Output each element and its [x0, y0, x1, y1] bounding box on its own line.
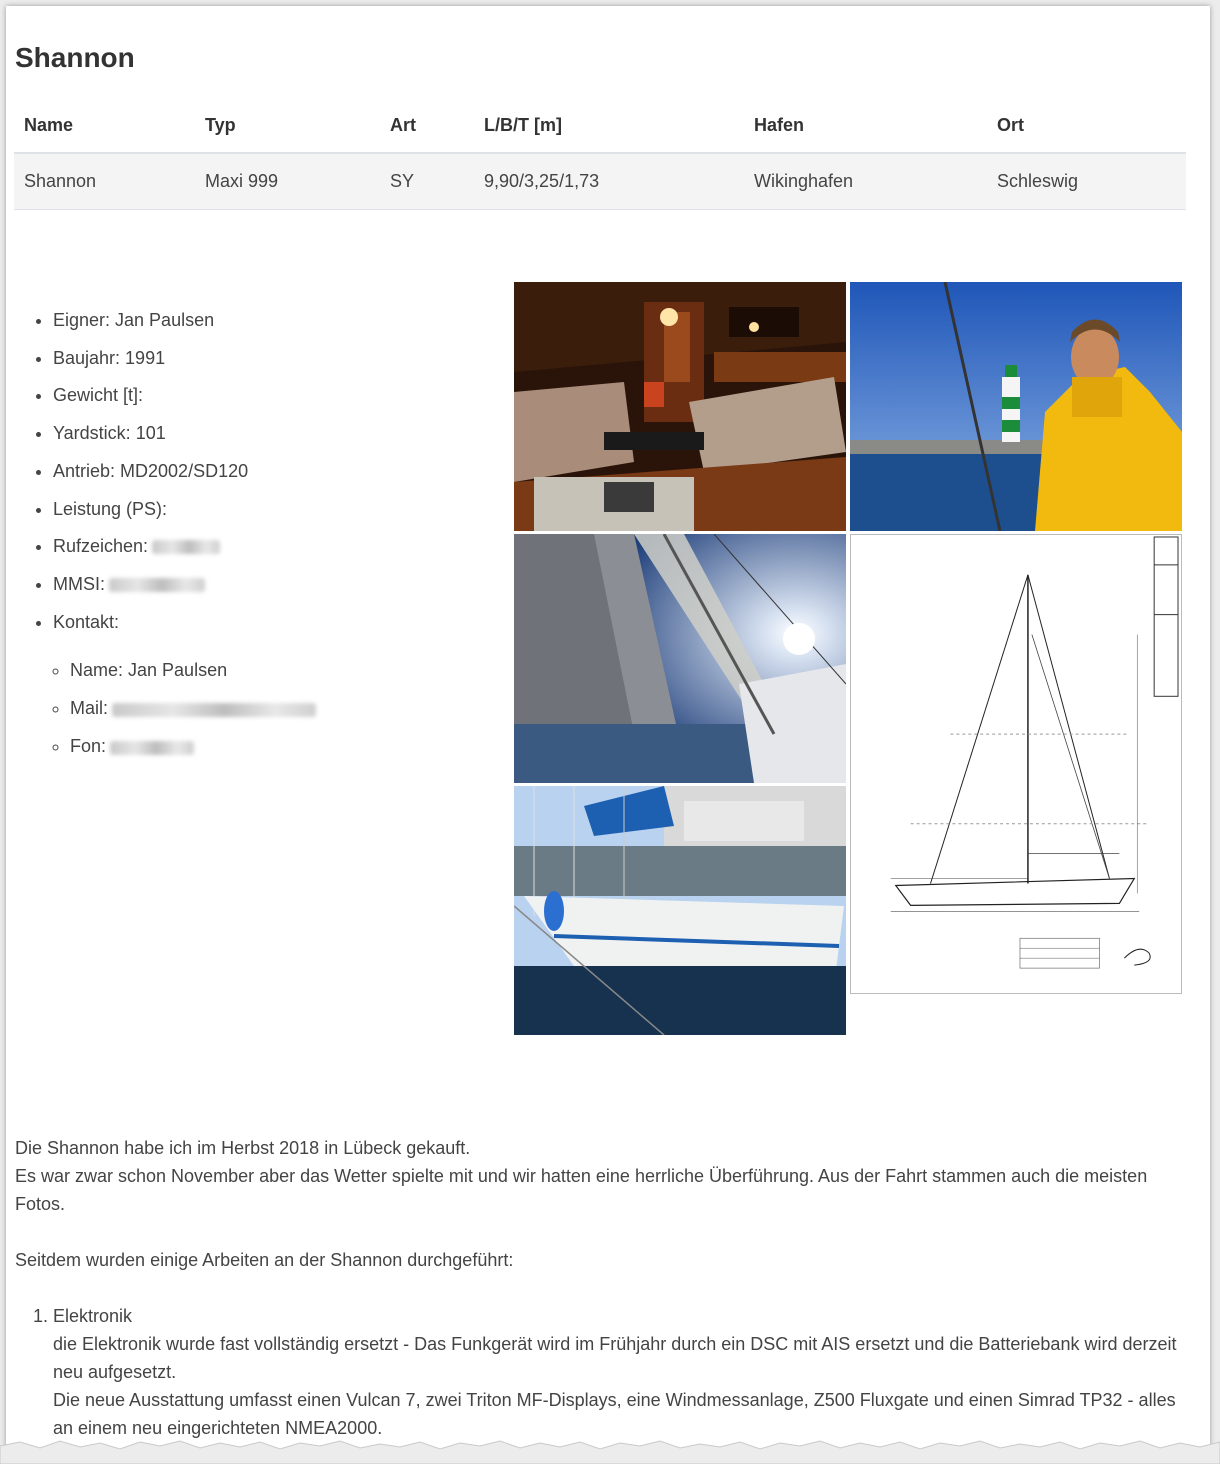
contact-label: Kontakt:: [53, 611, 120, 632]
story-section: [15, 1134, 1195, 1442]
fact-drive: • Antrieb: MD2002/SD120: [53, 453, 316, 491]
works-item-text1: die Elektronik wurde fast vollständig ersetzt - Das Funkgerät wird im Frühjahr durch ein DSC mit AIS ersetzt und die Batteriebank wird derzeit neu aufgesetzt.: [53, 1334, 1177, 1382]
works-item-text2: Die neue Ausstattung umfasst einen Vulcan 7, zwei Triton MF-Displays, eine Windmessanlage, Z500 Fluxgate und einen Simrad TP32 - alles an einem neu eingerichteten NMEA2000.: [53, 1390, 1176, 1438]
table-row: [14, 153, 1186, 210]
page-sheet: [6, 6, 1210, 1456]
cell-kind: SY: [380, 153, 474, 210]
cell-name: Shannon: [14, 153, 195, 210]
fact-year: • Baujahr: 1991: [53, 340, 316, 378]
boat-table: [14, 98, 1186, 210]
photo-boat-harbor[interactable]: [514, 786, 846, 1035]
fact-weight: • Gewicht [t]:: [53, 377, 316, 415]
list-item: [53, 1302, 1195, 1442]
fact-callsign: [53, 528, 316, 566]
callsign-label: Rufzeichen:: [53, 536, 149, 557]
phone-label: Fon:: [70, 736, 107, 757]
fact-mmsi: [53, 566, 316, 604]
column-header-kind: Art: [380, 98, 474, 153]
story-intro-line1: Die Shannon habe ich im Herbst 2018 in Lübeck gekauft.: [15, 1138, 471, 1158]
column-header-location: Ort: [987, 98, 1186, 153]
cell-location: Schleswig: [987, 153, 1186, 210]
cell-type: Maxi 999: [195, 153, 380, 210]
redacted-mmsi: [109, 578, 205, 592]
contact-phone: [70, 727, 316, 765]
column-header-name: Name: [14, 98, 195, 153]
photo-sailing-sun[interactable]: [514, 534, 846, 783]
table-header-row: [14, 98, 1186, 153]
column-header-dimensions: L/B/T [m]: [474, 98, 744, 153]
cell-dimensions: 9,90/3,25/1,73: [474, 153, 744, 210]
works-list: [15, 1302, 1195, 1442]
photo-sail-plan-drawing[interactable]: [850, 534, 1182, 994]
column-header-harbor: Hafen: [744, 98, 987, 153]
redacted-mail: [112, 703, 316, 717]
story-intro-line2: Es war zwar schon November aber das Wetter spielte mit und wir hatten eine herrliche Überführung. Aus der Fahrt stammen auch die meisten Fotos.: [15, 1166, 1148, 1214]
redacted-callsign: [152, 540, 220, 554]
mmsi-label: MMSI:: [53, 573, 105, 594]
boat-facts-list: [32, 302, 316, 765]
works-item-title: Elektronik: [53, 1306, 133, 1326]
fact-yardstick: • Yardstick: 101: [53, 415, 316, 453]
cell-harbor: Wikinghafen: [744, 153, 987, 210]
redacted-phone: [110, 741, 194, 755]
column-header-type: Typ: [195, 98, 380, 153]
photo-cabin-interior[interactable]: [514, 282, 846, 531]
story-works-intro: Seitdem wurden einige Arbeiten an der Shannon durchgeführt:: [15, 1250, 514, 1270]
fact-contact: [53, 604, 316, 766]
photo-sailor-lighthouse[interactable]: [850, 282, 1182, 531]
contact-name: ◦ Name: Jan Paulsen: [70, 651, 316, 689]
page-title: Shannon: [15, 42, 135, 73]
contact-mail: [70, 689, 316, 727]
fact-power: • Leistung (PS):: [53, 491, 316, 529]
mail-label: Mail:: [70, 698, 109, 719]
torn-edge: [0, 1430, 1220, 1464]
fact-owner: • Eigner: Jan Paulsen: [53, 302, 316, 340]
contact-list: [53, 651, 316, 765]
